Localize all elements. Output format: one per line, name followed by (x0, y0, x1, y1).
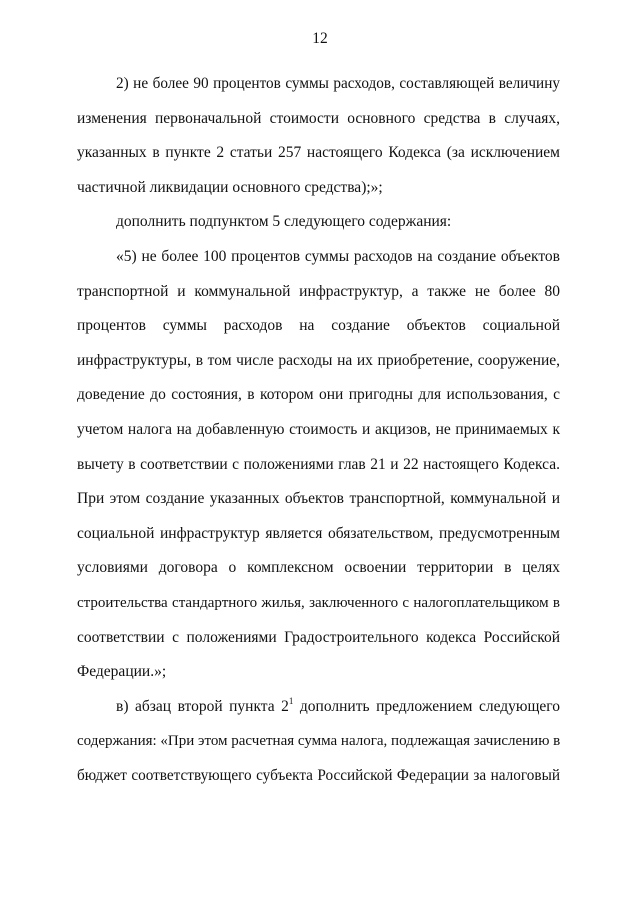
text-line: учетом налога на добавленную стоимость и акцизов, не принимаемых к (77, 420, 560, 438)
text-line: изменения первоначальной стоимости основного средства в случаях, (77, 109, 560, 127)
text-line: транспортной и коммунальной инфраструктур, а также не более 80 (77, 282, 560, 300)
text-line: указанных в пункте 2 статьи 257 настоящего Кодекса (за исключением (77, 144, 560, 162)
paragraph (77, 690, 560, 794)
text-line: 2) не более 90 процентов суммы расходов, составляющей величину (116, 75, 560, 92)
text-line: процентов суммы расходов на создание объектов социальной (77, 317, 560, 335)
text-line: Федерации.»; (77, 663, 167, 681)
text-line: дополнить подпунктом 5 следующего содержания: (116, 213, 452, 231)
text-line: частичной ликвидации основного средства);»; (77, 178, 383, 196)
text-line: вычету в соответствии с положениями глав 21 и 22 настоящего Кодекса. (77, 455, 560, 473)
text-line: соответствии с положениями Градостроительного кодекса Российской (77, 628, 560, 646)
text-fragment: в) абзац второй пункта 2 (116, 697, 289, 715)
text-line: При этом создание указанных объектов транспортной, коммунальной и (77, 490, 560, 508)
text-line: строительства стандартного жилья, заключенного с налогоплательщиком в (77, 594, 560, 611)
text-line (77, 690, 560, 725)
text-line: доведение до состояния, в котором они пригодны для использования, с (77, 386, 560, 404)
text-line: «5) не более 100 процентов суммы расходов на создание объектов (116, 247, 560, 265)
superscript: 1 (288, 695, 294, 706)
text-line: социальной инфраструктур является обязательством, предусмотренным (77, 524, 560, 542)
document-body (77, 67, 560, 793)
text-fragment: дополнить предложением следующего (293, 697, 560, 715)
page-number: 12 (312, 30, 328, 47)
text-line: условиями договора о комплексном освоении территории в целях (77, 559, 560, 577)
text-line: бюджет соответствующего субъекта Российской Федерации за налоговый (77, 766, 560, 784)
text-line: инфраструктуры, в том числе расходы на их приобретение, сооружение, (77, 351, 560, 369)
text-line: содержания: «При этом расчетная сумма налога, подлежащая зачислению в (77, 733, 561, 750)
paragraph (77, 240, 560, 690)
paragraph (77, 67, 560, 205)
paragraph (77, 205, 560, 240)
